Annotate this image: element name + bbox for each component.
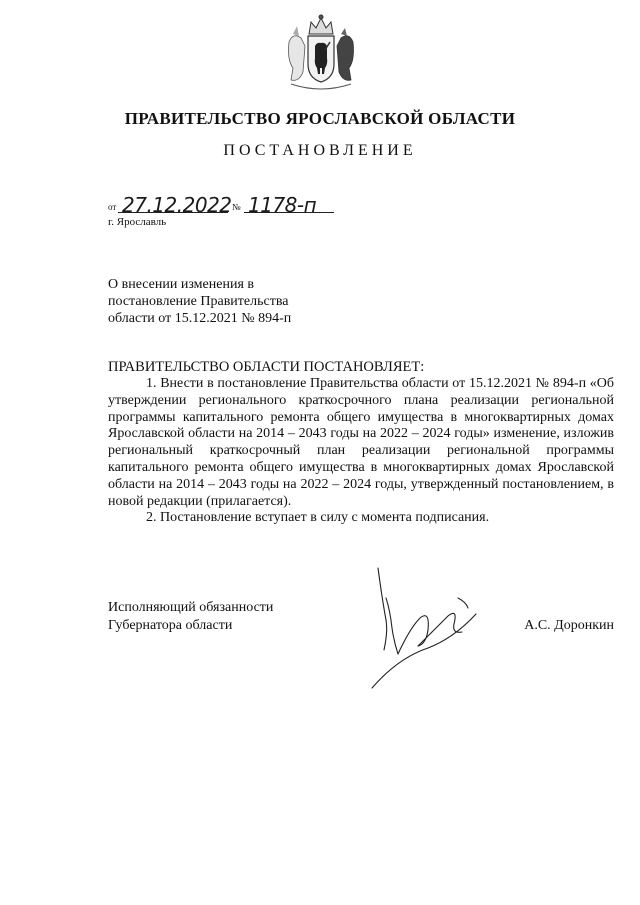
- signer-position-line: Губернатора области: [108, 618, 233, 633]
- registration-line: [108, 193, 348, 217]
- preamble: ПРАВИТЕЛЬСТВО ОБЛАСТИ ПОСТАНОВЛЯЕТ:: [108, 359, 425, 375]
- signer-name: А.С. Доронкин: [524, 618, 614, 633]
- subject-line: области от 15.12.2021 № 894-п: [108, 311, 292, 326]
- number-label: №: [232, 202, 241, 212]
- subject-line: постановление Правительства: [108, 294, 289, 309]
- subject-line: О внесении изменения в: [108, 277, 254, 292]
- signer-position: [108, 599, 273, 635]
- from-label: от: [108, 202, 117, 212]
- paragraph: 2. Постановление вступает в силу с момента подписания.: [146, 510, 490, 526]
- handwritten-signature: [358, 558, 488, 708]
- government-title: ПРАВИТЕЛЬСТВО ЯРОСЛАВСКОЙ ОБЛАСТИ: [124, 109, 516, 128]
- signer-position-line: Исполняющий обязанности: [108, 600, 274, 615]
- document-subject: [108, 276, 368, 327]
- handwritten-number: 1178-п: [248, 193, 317, 217]
- document-body: [108, 376, 614, 527]
- document-type: ПОСТАНОВЛЕНИЕ: [223, 142, 417, 159]
- handwritten-date: 27.12.2022: [122, 193, 232, 217]
- city: г. Ярославль: [108, 216, 167, 228]
- coat-of-arms-icon: [281, 12, 361, 96]
- paragraph: 1. Внести в постановление Правительства области от 15.12.2021 № 894-п «Об утверждении регионального краткосрочного плана реализации региональной программы капитального ремонта общего имущества в многоквартирных домах Ярославской области на 2014 – 2043 годы на 2022 – 2024 годы» изменение, изложив региональный краткосрочный план реализации региональной программы капитального ремонта общего имущества в многоквартирных домах Ярославской области на 2014 – 2043 годы на 2022 – 2024 годы, утвержденный постановлением, в новой редакции (прилагается).: [108, 376, 614, 509]
